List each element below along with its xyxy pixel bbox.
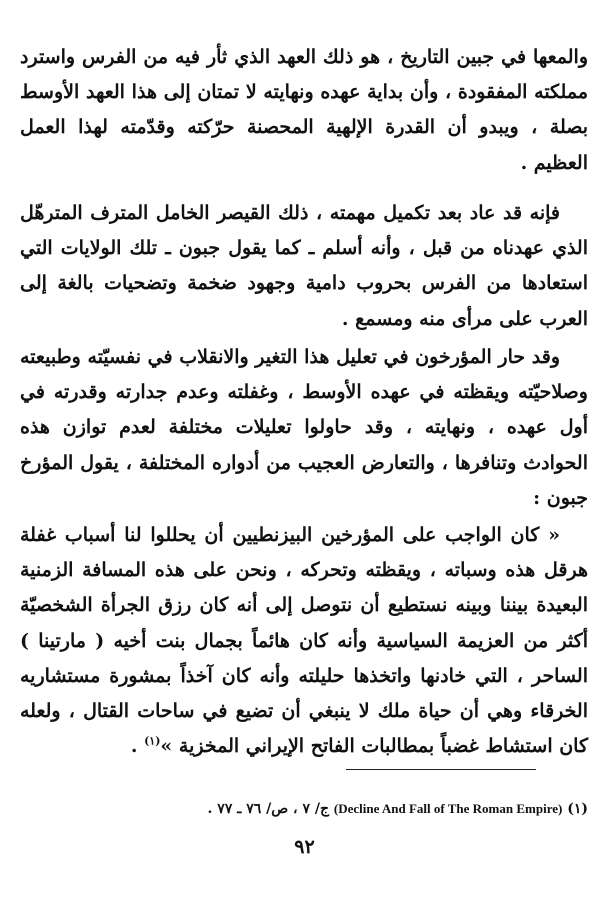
footnote-number: (١) <box>567 801 588 817</box>
paragraph-2-text: فإنه قد عاد بعد تكميل مهمته ، ذلك القيصر الخامل المترف المترهّل الذي عهدناه من قبل ، وأنه أسلم ـ كما يقول جبون ـ تلك الولايات التي استعادها من الفرس بحروب دامية وجهود ضخمة وتضحيات بالغة إلى العرب على مرأى منه ومسمع . <box>20 202 588 330</box>
footnote <box>20 798 588 820</box>
page-number: ٩٢ <box>294 836 315 858</box>
paragraph-1-text: والمعها في جبين التاريخ ، هو ذلك العهد الذي ثأر فيه من الفرس واسترد مملكته المفقودة ، وأن بداية عهده ونهايته لا تمتان إلى هذا العهد الأوسط بصلة ، ويبدو أن القدرة الإلهية المحصنة حرّكته وقدّمته لهذا العمل العظيم . <box>20 46 588 174</box>
quotation-text: « كان الواجب على المؤرخين البيزنطيين أن يحللوا لنا أسباب غفلة هرقل هذه وسباته ، ويقظته وتحركه ، ونحن على هذه المسافة الزمنية البعيدة بيننا وبينه نستطيع أن نتوصل إلى أنه كان رزق الجرأة الشخصيّة أكثر من العزيمة السياسية وأنه كان هائماً بجمال بنت أخيه ( مارتينا ) الساحر ، التي خادنها واتخذها حليلته وأنه كان آخذاً بمشورة مستشاريه الخرقاء وهي أن حياة ملك لا ينبغي أن تضيع في ساحات القتال ، ولعله كان استشاط غضباً بمطالبات الفاتح الإيراني المخزية » <box>20 524 588 758</box>
footnote-citation: ج/ ٧ ، ص/ ٧٦ ـ ٧٧ . <box>207 801 329 817</box>
quotation-text-container <box>20 518 588 764</box>
paragraph-2 <box>20 196 588 337</box>
paragraph-1 <box>20 40 588 181</box>
quotation-end-period: . <box>130 735 145 758</box>
paragraph-3-text: وقد حار المؤرخون في تعليل هذا التغير والانقلاب في نفسيّته وطبيعته وصلاحيّته ويقظته في عهده الأوسط ، وغفلته وعدم جدارته وقدرته في أول عهده ، ونهايته ، وقد حاولوا تعليلات مختلفة لعدم توازن هذه الحوادث وتنافرها ، والتعارض العجيب من أدواره المختلفة ، يقول المؤرخ جبون : <box>20 346 588 509</box>
quotation-paragraph <box>20 518 588 764</box>
footnote-separator <box>346 769 536 770</box>
footnote-source-title: (Decline And Fall of The Roman Empire) <box>333 801 563 816</box>
paragraph-3 <box>20 340 588 516</box>
footnote-reference: (١) <box>144 734 161 748</box>
